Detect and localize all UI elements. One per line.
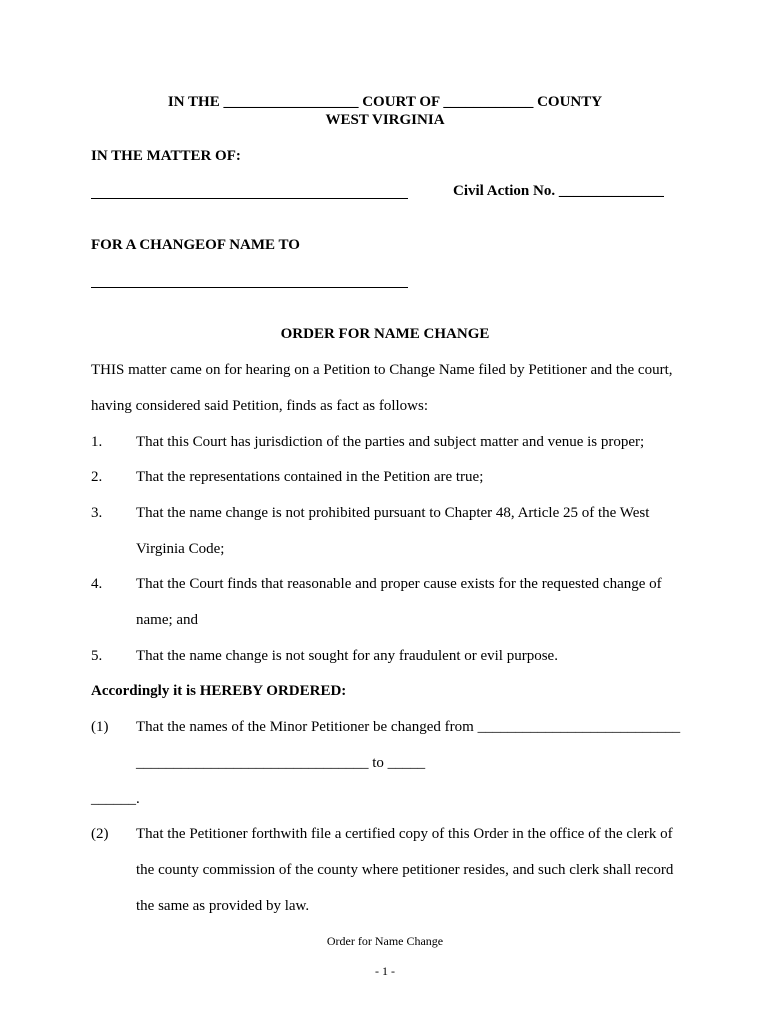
order-text: That the names of the Minor Petitioner be changed from ___________________________ <box>136 719 681 735</box>
finding-number: 5. <box>91 648 103 664</box>
finding-text: That the representations contained in the Petition are true; <box>136 469 484 485</box>
state-heading: WEST VIRGINIA <box>325 112 445 128</box>
order-text-continued: _______________________________ to _____ <box>136 755 426 771</box>
finding-text: That the name change is not prohibited pursuant to Chapter 48, Article 25 of the West <box>136 505 650 521</box>
finding-number: 4. <box>91 576 103 592</box>
finding-number: 3. <box>91 505 103 521</box>
matter-label: IN THE MATTER OF: <box>91 148 241 164</box>
change-label: FOR A CHANGEOF NAME TO <box>91 237 300 253</box>
document-title: ORDER FOR NAME CHANGE <box>280 326 490 342</box>
order-number: (2) <box>91 826 109 842</box>
finding-text: That the Court finds that reasonable and proper cause exists for the requested change of <box>136 576 662 592</box>
order-text: That the Petitioner forthwith file a certified copy of this Order in the office of the clerk of <box>136 826 673 842</box>
finding-text-continued: name; and <box>136 612 199 628</box>
intro-line-2: having considered said Petition, finds as fact as follows: <box>91 398 429 414</box>
ordered-heading: Accordingly it is HEREBY ORDERED: <box>91 683 347 699</box>
order-text-continued: the county commission of the county where petitioner resides, and such clerk shall record <box>136 862 674 878</box>
finding-number: 1. <box>91 434 103 450</box>
footer-title: Order for Name Change <box>326 934 444 948</box>
intro-line-1: THIS matter came on for hearing on a Petition to Change Name filed by Petitioner and the court, <box>91 362 673 378</box>
new-name-line <box>91 287 408 288</box>
petitioner-name-line <box>91 198 408 199</box>
court-heading: IN THE __________________ COURT OF ____________ COUNTY <box>167 94 603 110</box>
civil-action-label: Civil Action No. ______________ <box>453 183 664 199</box>
order-text-continued: ______. <box>91 791 140 807</box>
order-number: (1) <box>91 719 109 735</box>
page-number: - 1 - <box>375 964 395 978</box>
finding-text: That the name change is not sought for any fraudulent or evil purpose. <box>136 648 558 664</box>
finding-number: 2. <box>91 469 103 485</box>
order-text-continued: the same as provided by law. <box>136 898 310 914</box>
finding-text: That this Court has jurisdiction of the parties and subject matter and venue is proper; <box>136 434 645 450</box>
finding-text-continued: Virginia Code; <box>136 541 225 557</box>
